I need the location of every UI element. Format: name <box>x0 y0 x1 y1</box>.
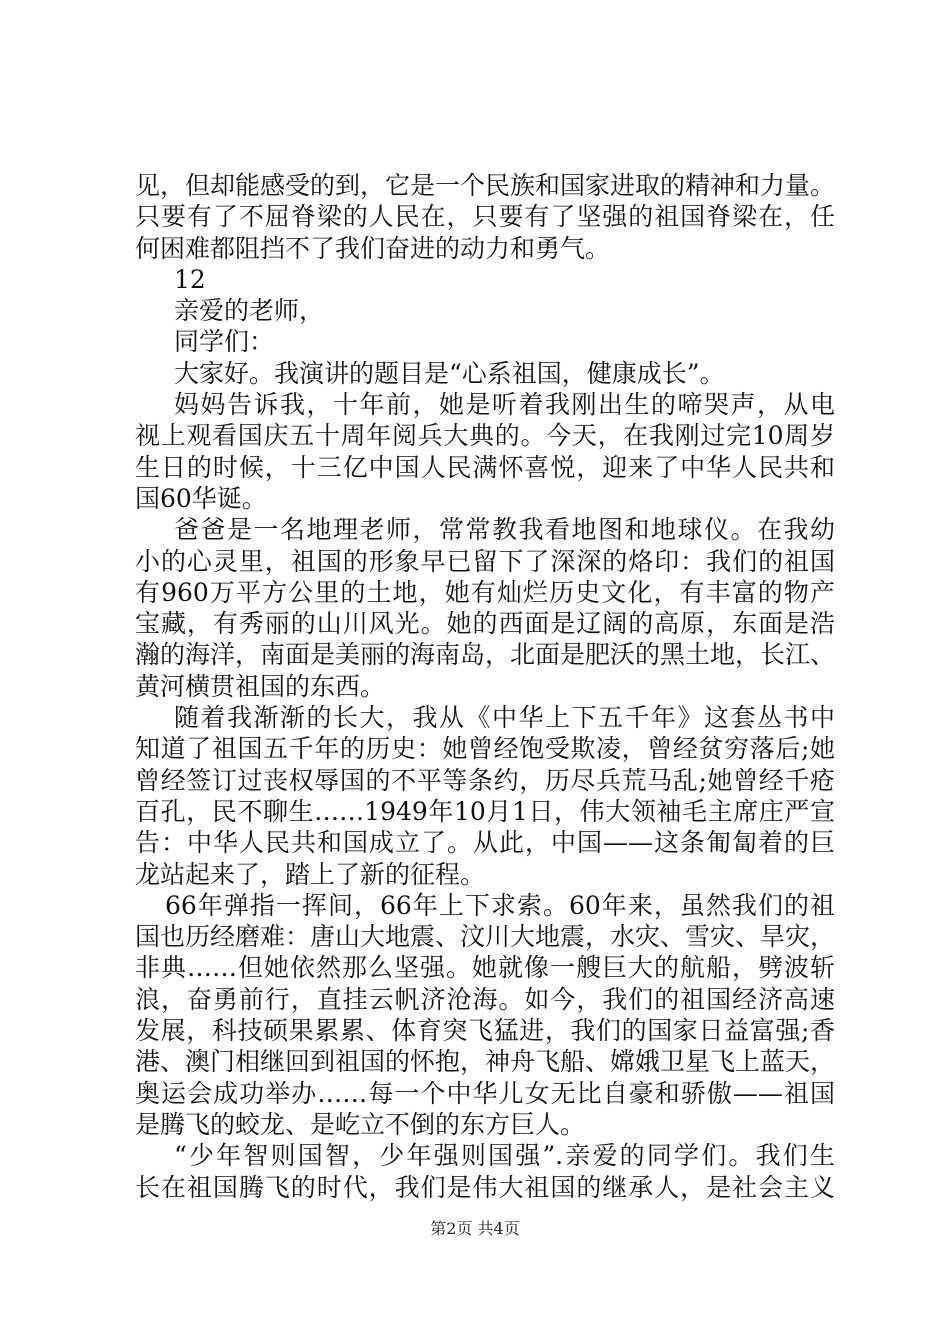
text-line: 国60华诞。 <box>135 483 267 513</box>
paragraph-first-line: 大家好。我演讲的题目是“心系祖国，健康成长”。 <box>174 358 725 388</box>
text-line: 只要有了不屈脊梁的人民在，只要有了坚强的祖国脊梁在，任 <box>135 202 835 232</box>
paragraph-first-line: 妈妈告诉我，十年前，她是听着我刚出生的啼哭声，从电 <box>174 390 835 420</box>
page-number-label: 第2页 共4页 <box>430 1219 520 1238</box>
page-footer <box>0 1216 950 1239</box>
section-number: 12 <box>174 264 206 294</box>
document-body <box>135 170 835 1203</box>
text-line: 见，但却能感受的到，它是一个民族和国家进取的精神和力量。 <box>135 171 835 200</box>
text-line: 发展，科技硕果累累、体育突飞猛进，我们的国家日益富强;香 <box>135 1016 835 1046</box>
text-line: 长在祖国腾飞的时代，我们是伟大祖国的继承人，是社会主义 <box>135 1172 835 1202</box>
salutation-line: 同学们： <box>174 327 275 357</box>
text-line: 有960万平方公里的土地，她有灿烂历史文化，有丰富的物产 <box>135 577 835 607</box>
text-line: 曾经签订过丧权辱国的不平等条约，历尽兵荒马乱;她曾经千疮 <box>135 765 835 795</box>
text-line: 视上观看国庆五十周年阅兵大典的。今天，在我刚过完10周岁 <box>135 421 835 451</box>
paragraph-first-line: 随着我渐渐的长大，我从《中华上下五千年》这套丛书中 <box>174 703 835 733</box>
text-line: 龙站起来了，踏上了新的征程。 <box>135 859 486 889</box>
text-line: 生日的时候，十三亿中国人民满怀喜悦，迎来了中华人民共和 <box>135 452 835 482</box>
text-line: 非典……但她依然那么坚强。她就像一艘巨大的航船，劈波斩 <box>135 953 835 983</box>
text-line: 国也历经磨难：唐山大地震、汶川大地震，水灾、雪灾、旱灾， <box>135 922 835 952</box>
text-line: 黄河横贯祖国的东西。 <box>135 671 386 701</box>
paragraph-first-line: 爸爸是一名地理老师，常常教我看地图和地球仪。在我幼 <box>174 515 835 545</box>
paragraph-first-line: “少年智则国智，少年强则国强”.亲爱的同学们。我们生 <box>174 1141 835 1171</box>
text-line: 港、澳门相继回到祖国的怀抱，神舟飞船、嫦娥卫星飞上蓝天， <box>135 1047 835 1077</box>
text-line: 知道了祖国五千年的历史：她曾经饱受欺凌，曾经贫穷落后;她 <box>135 734 835 764</box>
text-line: 是腾飞的蛟龙、是屹立不倒的东方巨人。 <box>135 1109 586 1139</box>
paragraph-first-line: 66年弹指一挥间，66年上下求索。60年来，虽然我们的祖 <box>165 890 835 920</box>
text-line: 百孔，民不聊生……1949年10月1日，伟大领袖毛主席庄严宣 <box>135 796 835 826</box>
text-line: 何困难都阻挡不了我们奋进的动力和勇气。 <box>135 233 611 263</box>
salutation-line: 亲爱的老师， <box>174 296 325 326</box>
text-line: 瀚的海洋，南面是美丽的海南岛，北面是肥沃的黑土地，长江、 <box>135 640 835 670</box>
text-line: 告：中华人民共和国成立了。从此，中国——这条匍匐着的巨 <box>135 828 835 858</box>
text-line: 浪，奋勇前行，直挂云帆济沧海。如今，我们的祖国经济高速 <box>135 984 835 1014</box>
text-line: 宝藏，有秀丽的山川风光。她的西面是辽阔的高原，东面是浩 <box>135 609 835 639</box>
text-line: 小的心灵里，祖国的形象早已留下了深深的烙印：我们的祖国 <box>135 546 835 576</box>
text-line: 奥运会成功举办……每一个中华儿女无比自豪和骄傲——祖国 <box>135 1078 835 1108</box>
